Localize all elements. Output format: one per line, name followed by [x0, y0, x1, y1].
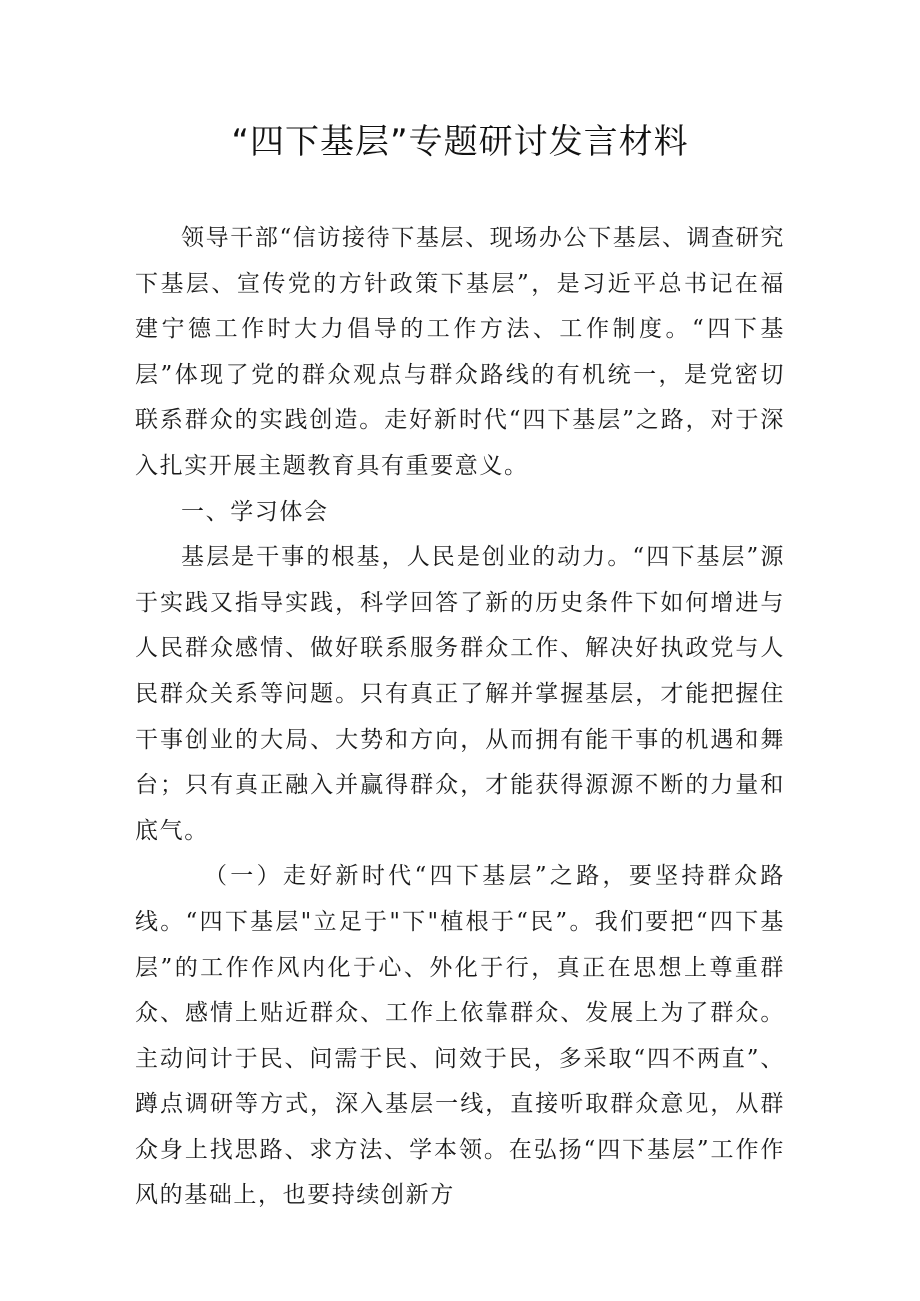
paragraph-mass-line: （一）走好新时代“四下基层”之路，要坚持群众路线。“四下基层"立足于"下"植根于“民”。我们要把“四下基层”的工作作风内化于心、外化于行，真正在思想上尊重群众、感情上贴近群众、工作上依靠群众、发展上为了群众。主动问计于民、问需于民、问效于民，多采取“四不两直”、蹲点调研等方式，深入基层一线，直接听取群众意见，从群众身上找思路、求方法、学本领。在弘扬“四下基层”工作作风的基础上，也要持续创新方 — [135, 863, 785, 1209]
paragraph-intro: 领导干部“信访接待下基层、现场办公下基层、调查研究下基层、宣传党的方针政策下基层”，是习近平总书记在福建宁德工作时大力倡导的工作方法、工作制度。“四下基层”体现了党的群众观点与群众路线的有机统一，是党密切联系群众的实践创造。走好新时代“四下基层”之路，对于深入扎实开展主题教育具有重要意义。 — [135, 225, 785, 479]
document-body — [135, 216, 785, 1219]
paragraph-learning: 基层是干事的根基，人民是创业的动力。“四下基层”源于实践又指导实践，科学回答了新的历史条件下如何增进与人民群众感情、做好联系服务群众工作、解决好执政党与人民群众关系等问题。只有真正了解并掌握基层，才能把握住干事创业的大局、大势和方向，从而拥有能干事的机遇和舞台；只有真正融入并赢得群众，才能获得源源不断的力量和底气。 — [135, 544, 785, 844]
document-title: “四下基层”专题研讨发言材料 — [231, 122, 689, 162]
section-heading-learning: 一、学习体会 — [181, 498, 329, 525]
